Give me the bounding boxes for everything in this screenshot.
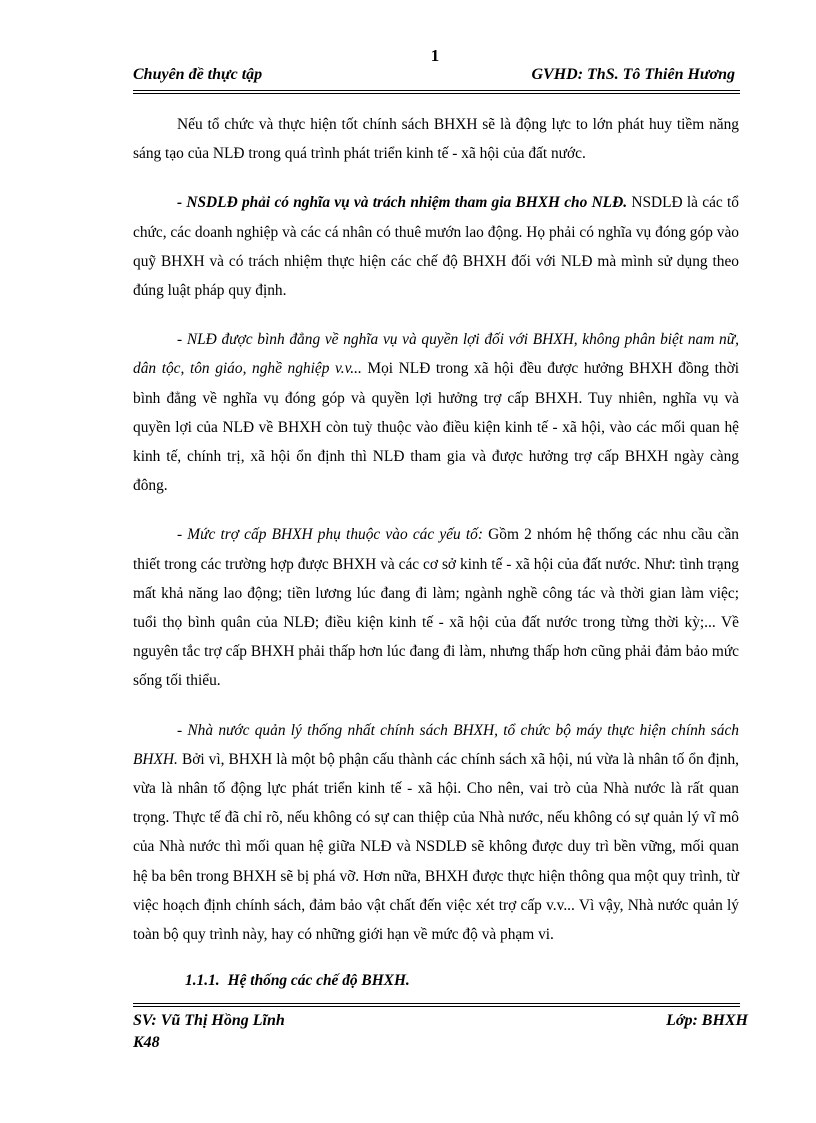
- paragraph-lead: - NSDLĐ phải có nghĩa vụ và trách nhiệm tham gia BHXH cho NLĐ.: [177, 194, 628, 212]
- header-divider: [133, 90, 740, 94]
- paragraph-benefit-level: [133, 520, 739, 695]
- header-course-title: Chuyên đề thực tập: [133, 66, 263, 83]
- paragraph-lead: - Mức trợ cấp BHXH phụ thuộc vào các yếu tố:: [177, 526, 483, 544]
- paragraph-text: Mọi NLĐ trong xã hội đều được hưởng BHXH đồng thời bình đẳng về nghĩa vụ đóng góp và quyền lợi hưởng trợ cấp BHXH. Tuy nhiên, nghĩa vụ và quyền lợi của NLĐ về BHXH còn tuỳ thuộc vào điều kiện kinh tế - xã hội, vào các mối quan hệ kinh tế, chính trị, xã hội ổn định thì NLĐ tham gia và được hưởng trợ cấp BHXH ngày càng đông.: [133, 360, 739, 495]
- paragraph-text: Gồm 2 nhóm hệ thống các nhu cầu cần thiết trong các trường hợp được BHXH và các cơ sở kinh tế - xã hội của đất nước. Như: tình trạng mất khả năng lao động; tiền lương lúc đang đi làm; ngành nghề công tác và thời gian làm việc; tuổi thọ bình quân của NLĐ; điều kiện kinh tế - xã hội của đất nước trong từng thời kỳ;... Về nguyên tắc trợ cấp BHXH phải thấp hơn lúc đang đi làm, nhưng thấp hơn cũng phải đảm bảo mức sống tối thiểu.: [133, 526, 739, 690]
- paragraph-text: NSDLĐ là các tổ chức, các doanh nghiệp và các cá nhân có thuê mướn lao động. Họ phải có nghĩa vụ đóng góp vào quỹ BHXH và có trách nhiệm thực hiện các chế độ BHXH đối với NLĐ mà mình sử dụng theo đúng luật pháp quy định.: [133, 194, 739, 300]
- section-title: Hệ thống các chế độ BHXH.: [227, 972, 410, 990]
- paragraph-worker-equality: [133, 325, 739, 500]
- footer-class: Lớp: BHXH: [666, 1012, 748, 1029]
- section-heading: [185, 966, 739, 995]
- footer-cohort: K48: [133, 1034, 160, 1051]
- paragraph-lead: - Nhà nước quản lý thống nhất chính sách BHXH, tổ chức bộ máy thực hiện chính sách BHXH.: [133, 721, 739, 768]
- paragraph-text: Bởi vì, BHXH là một bộ phận cấu thành các chính sách xã hội, nú vừa là nhân tố ổn định, vừa là nhân tố động lực phát triển kinh tế - xã hội. Cho nên, vai trò của Nhà nước là rất quan trọng. Thực tế đã chỉ rõ, nếu không có sự can thiệp của Nhà nước, nếu không có sự quản lý vĩ mô của Nhà nước thì mối quan hệ giữa NLĐ và NSDLĐ sẽ không được duy trì bền vững, mối quan hệ ba bên trong BHXH sẽ bị phá vỡ. Hơn nữa, BHXH được thực hiện thông qua một quy trình, từ việc hoạch định chính sách, đảm bảo vật chất đến việc xét trợ cấp v.v... Vì vậy, Nhà nước quản lý toàn bộ quy trình này, hay có những giới hạn về mức độ và phạm vi.: [133, 750, 739, 944]
- footer-student-name: SV: Vũ Thị Hồng Lĩnh: [133, 1012, 285, 1029]
- footer-divider: [133, 1003, 740, 1007]
- page-header: [133, 66, 735, 88]
- paragraph-state-management: [133, 716, 739, 950]
- paragraph-lead: - NLĐ được bình đẳng về nghĩa vụ và quyền lợi đối với BHXH, không phân biệt nam nữ, dân tộc, tôn giáo, nghề nghiệp v.v...: [133, 331, 739, 378]
- document-body: [133, 110, 739, 995]
- paragraph-text: Nếu tổ chức và thực hiện tốt chính sách BHXH sẽ là động lực to lớn phát huy tiềm năng sáng tạo của NLĐ trong quá trình phát triển kinh tế - xã hội của đất nước.: [133, 116, 739, 163]
- page-number: 1: [430, 46, 440, 65]
- section-number: 1.1.1.: [185, 972, 220, 990]
- paragraph-intro: [133, 110, 739, 168]
- paragraph-employer-obligation: [133, 188, 739, 305]
- header-supervisor: GVHD: ThS. Tô Thiên Hương: [531, 66, 735, 83]
